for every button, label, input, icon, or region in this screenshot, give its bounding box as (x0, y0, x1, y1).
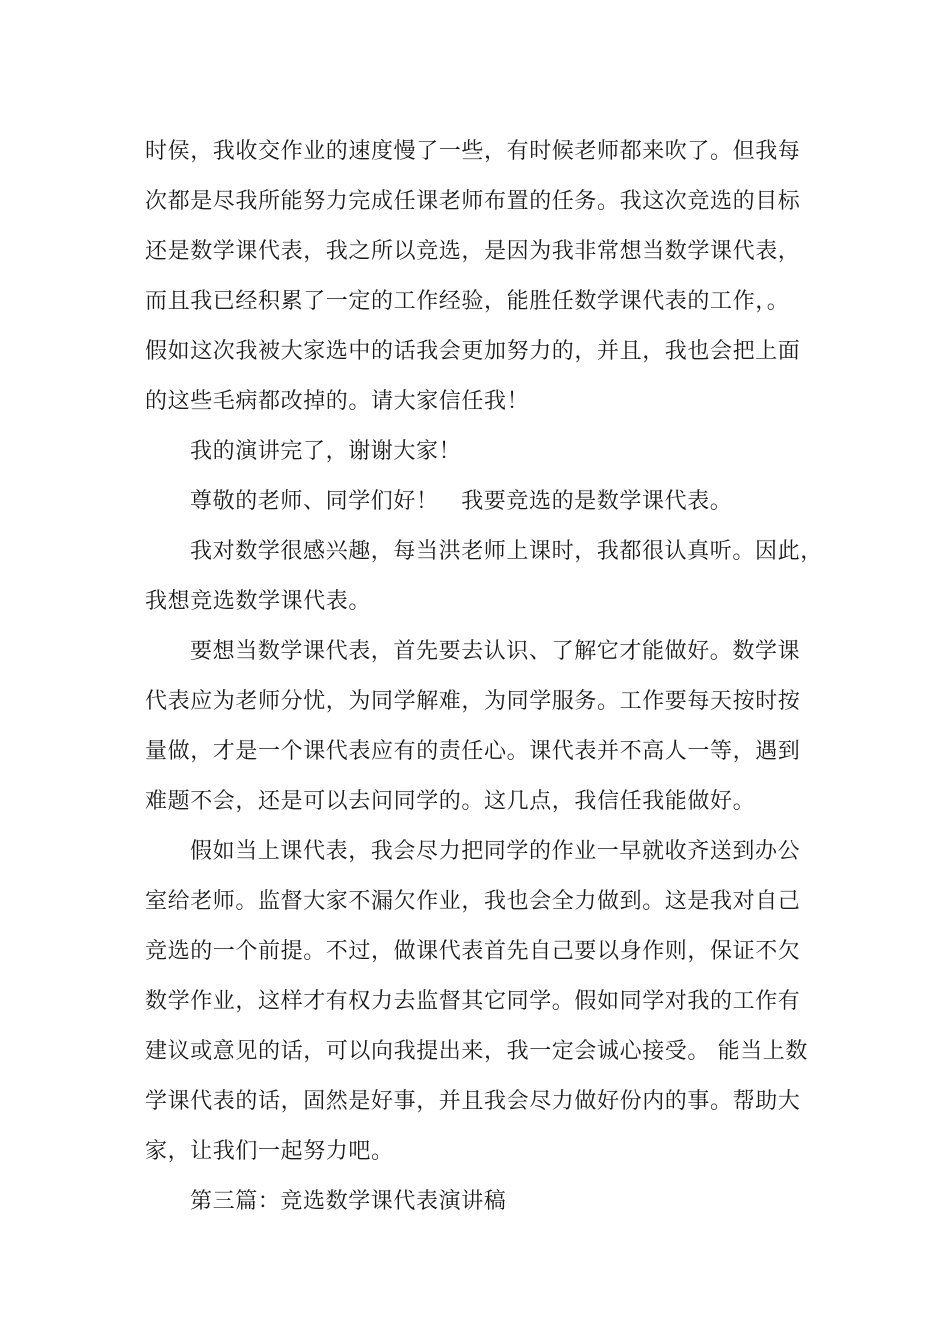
text-line: 代表应为老师分忧，为同学解难，为同学服务。工作要每天按时按 (145, 689, 801, 714)
text-line: 竞选的一个前提。不过，做课代表首先自己要以身作则，保证不欠 (145, 939, 801, 964)
text-line: 数学作业，这样才有权力去监督其它同学。假如同学对我的工作有 (145, 989, 801, 1014)
paragraph-first-line: 我对数学很感兴趣，每当洪老师上课时，我都很认真听。因此， (190, 539, 823, 564)
text-line: 次都是尽我所能努力完成任课老师布置的任务。我这次竞选的目标 (145, 189, 801, 214)
text-line: 还是数学课代表，我之所以竞选，是因为我非常想当数学课代表， (145, 239, 801, 264)
text-line: 量做，才是一个课代表应有的责任心。课代表并不高人一等，遇到 (145, 739, 801, 764)
text-line: 的这些毛病都改掉的。请大家信任我！ (145, 389, 530, 414)
paragraph-first-line: 尊敬的老师、同学们好！ 我要竞选的是数学课代表。 (190, 489, 733, 514)
paragraph-first-line: 假如当上课代表，我会尽力把同学的作业一早就收齐送到办公 (190, 839, 801, 864)
text-line: 建议或意见的话，可以向我提出来，我一定会诚心接受。 能当上数 (145, 1039, 808, 1064)
paragraph-first-line: 我的演讲完了，谢谢大家！ (190, 439, 462, 464)
paragraph-first-line: 要想当数学课代表，首先要去认识、了解它才能做好。数学课 (190, 639, 801, 664)
text-line: 家，让我们一起努力吧。 (145, 1139, 394, 1164)
text-line: 时侯，我收交作业的速度慢了一些，有时候老师都来吹了。但我每 (145, 139, 801, 164)
text-line: 我想竞选数学课代表。 (145, 589, 372, 614)
text-line: 假如这次我被大家选中的话我会更加努力的，并且，我也会把上面 (145, 339, 801, 364)
text-line: 难题不会，还是可以去问同学的。这几点，我信任我能做好。 (145, 789, 756, 814)
text-line: 学课代表的话，固然是好事，并且我会尽力做好份内的事。帮助大 (145, 1089, 801, 1114)
text-line: 而且我已经积累了一定的工作经验，能胜任数学课代表的工作，。 (145, 289, 790, 314)
section-heading: 第三篇：竞选数学课代表演讲稿 (190, 1189, 507, 1214)
text-line: 室给老师。监督大家不漏欠作业，我也会全力做到。这是我对自己 (145, 889, 801, 914)
